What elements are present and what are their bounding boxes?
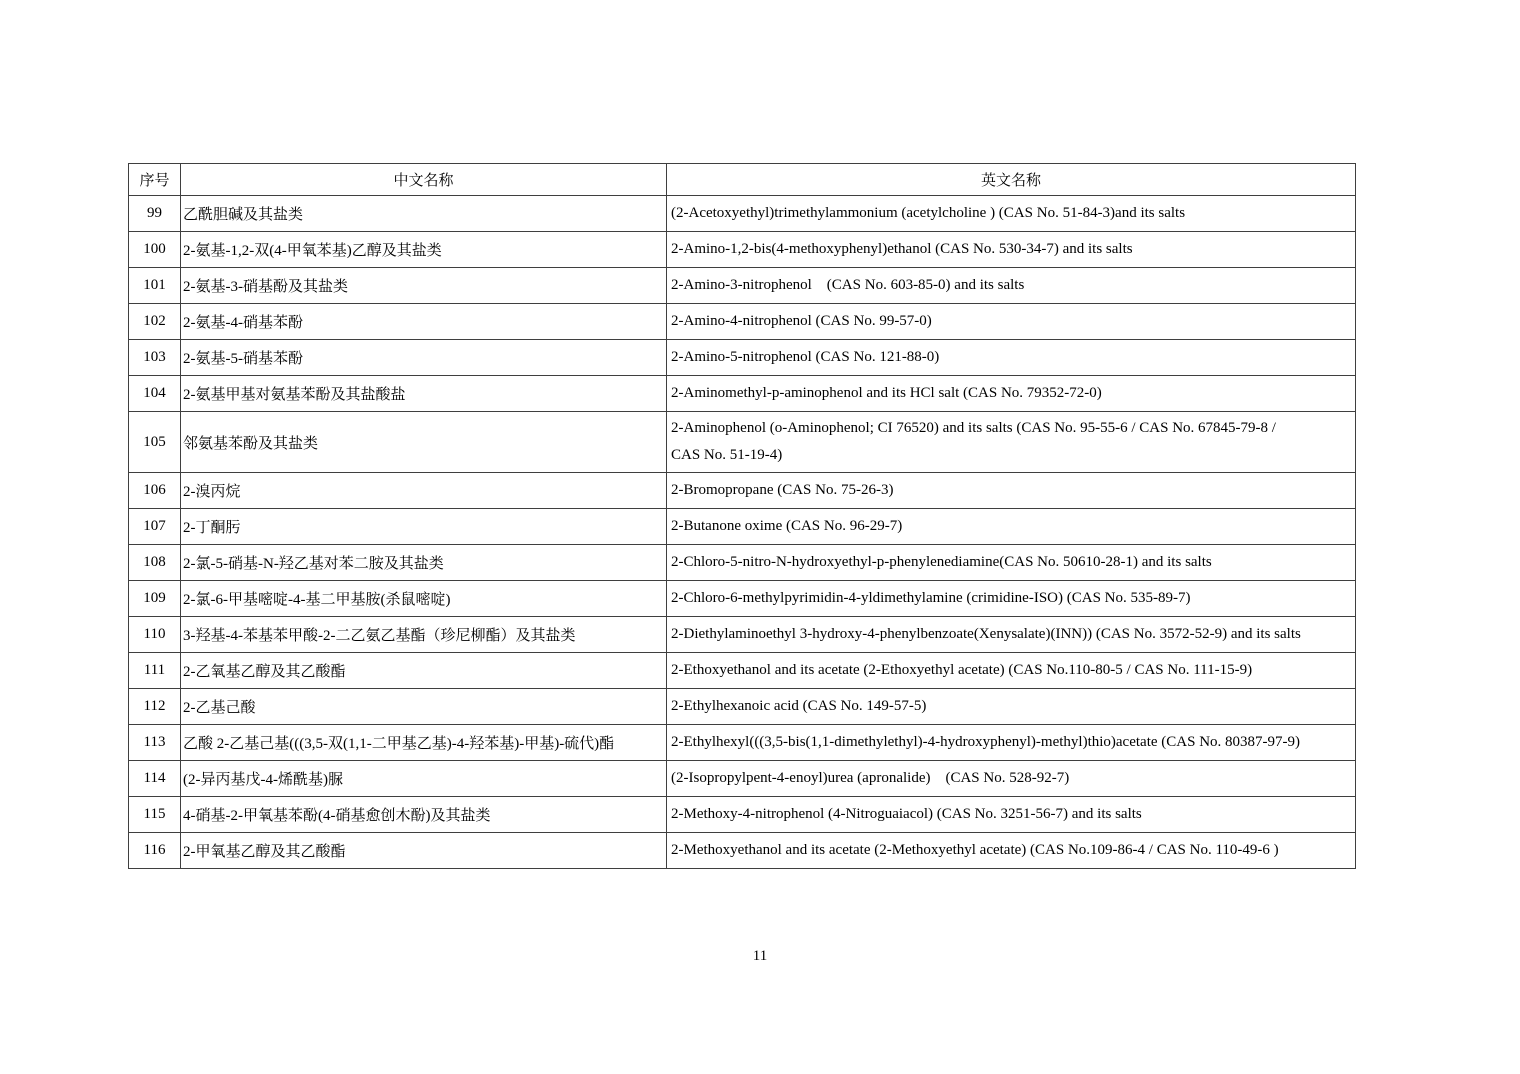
row-number: 106	[129, 473, 181, 509]
row-number: 109	[129, 581, 181, 617]
english-name: 2-Butanone oxime (CAS No. 96-29-7)	[667, 509, 1356, 545]
english-name: 2-Chloro-6-methylpyrimidin-4-yldimethylamine (crimidine-ISO) (CAS No. 535-89-7)	[667, 581, 1356, 617]
table-row	[129, 761, 1356, 797]
row-number: 107	[129, 509, 181, 545]
row-number: 101	[129, 268, 181, 304]
chinese-name: 2-甲氧基乙醇及其乙酸酯	[181, 833, 667, 869]
row-number: 114	[129, 761, 181, 797]
table-row	[129, 617, 1356, 653]
row-number: 110	[129, 617, 181, 653]
table-row	[129, 581, 1356, 617]
row-number: 108	[129, 545, 181, 581]
chinese-name: 4-硝基-2-甲氧基苯酚(4-硝基愈创木酚)及其盐类	[181, 797, 667, 833]
english-name: 2-Aminomethyl-p-aminophenol and its HCl salt (CAS No. 79352-72-0)	[667, 376, 1356, 412]
row-number: 100	[129, 232, 181, 268]
english-name: 2-Amino-4-nitrophenol (CAS No. 99-57-0)	[667, 304, 1356, 340]
chinese-name: 2-氨基甲基对氨基苯酚及其盐酸盐	[181, 376, 667, 412]
english-name: 2-Ethylhexanoic acid (CAS No. 149-57-5)	[667, 689, 1356, 725]
chinese-name: 邻氨基苯酚及其盐类	[181, 412, 667, 473]
table-row	[129, 412, 1356, 473]
chinese-name: 3-羟基-4-苯基苯甲酸-2-二乙氨乙基酯（珍尼柳酯）及其盐类	[181, 617, 667, 653]
table-row	[129, 545, 1356, 581]
table-row	[129, 509, 1356, 545]
english-name: 2-Methoxy-4-nitrophenol (4-Nitroguaiacol) (CAS No. 3251-56-7) and its salts	[667, 797, 1356, 833]
table-row	[129, 340, 1356, 376]
chinese-name: 2-丁酮肟	[181, 509, 667, 545]
chinese-name: 乙酰胆碱及其盐类	[181, 196, 667, 232]
chinese-name: 2-氨基-1,2-双(4-甲氧苯基)乙醇及其盐类	[181, 232, 667, 268]
chinese-name: 2-氯-5-硝基-N-羟乙基对苯二胺及其盐类	[181, 545, 667, 581]
chinese-name: 2-乙氧基乙醇及其乙酸酯	[181, 653, 667, 689]
chinese-name: 2-氨基-3-硝基酚及其盐类	[181, 268, 667, 304]
row-number: 103	[129, 340, 181, 376]
chinese-name: (2-异丙基戊-4-烯酰基)脲	[181, 761, 667, 797]
row-number: 99	[129, 196, 181, 232]
table-body	[129, 196, 1356, 869]
table-row	[129, 653, 1356, 689]
row-number: 111	[129, 653, 181, 689]
row-number: 102	[129, 304, 181, 340]
table-row	[129, 473, 1356, 509]
row-number: 113	[129, 725, 181, 761]
english-name: (2-Isopropylpent-4-enoyl)urea (apronalide) (CAS No. 528-92-7)	[667, 761, 1356, 797]
chinese-name: 2-乙基己酸	[181, 689, 667, 725]
table-header	[129, 164, 1356, 196]
english-name: 2-Diethylaminoethyl 3-hydroxy-4-phenylbenzoate(Xenysalate)(INN)) (CAS No. 3572-52-9) and its salts	[667, 617, 1356, 653]
table-row	[129, 196, 1356, 232]
table-row	[129, 304, 1356, 340]
english-name: 2-Aminophenol (o-Aminophenol; CI 76520) and its salts (CAS No. 95-55-6 / CAS No. 67845-79-8 / CAS No. 51-19-4)	[667, 412, 1356, 473]
chinese-name: 2-氯-6-甲基嘧啶-4-基二甲基胺(杀鼠嘧啶)	[181, 581, 667, 617]
table-row	[129, 833, 1356, 869]
english-name: 2-Bromopropane (CAS No. 75-26-3)	[667, 473, 1356, 509]
header-serial-number: 序号	[129, 164, 181, 196]
chinese-name: 2-氨基-5-硝基苯酚	[181, 340, 667, 376]
english-name: (2-Acetoxyethyl)trimethylammonium (acetylcholine ) (CAS No. 51-84-3)and its salts	[667, 196, 1356, 232]
english-name: 2-Amino-3-nitrophenol (CAS No. 603-85-0) and its salts	[667, 268, 1356, 304]
chinese-name: 2-溴丙烷	[181, 473, 667, 509]
english-name: 2-Amino-5-nitrophenol (CAS No. 121-88-0)	[667, 340, 1356, 376]
english-name: 2-Ethoxyethanol and its acetate (2-Ethoxyethyl acetate) (CAS No.110-80-5 / CAS No. 111-15-9)	[667, 653, 1356, 689]
english-name: 2-Chloro-5-nitro-N-hydroxyethyl-p-phenylenediamine(CAS No. 50610-28-1) and its salts	[667, 545, 1356, 581]
table-row	[129, 268, 1356, 304]
chinese-name: 乙酸 2-乙基己基(((3,5-双(1,1-二甲基乙基)-4-羟苯基)-甲基)-硫代)酯	[181, 725, 667, 761]
table-row	[129, 376, 1356, 412]
chemical-name-table	[128, 163, 1356, 869]
row-number: 104	[129, 376, 181, 412]
table-row	[129, 797, 1356, 833]
header-english-name: 英文名称	[667, 164, 1356, 196]
row-number: 115	[129, 797, 181, 833]
page-number: 11	[752, 948, 768, 964]
row-number: 112	[129, 689, 181, 725]
table-row	[129, 689, 1356, 725]
table-row	[129, 725, 1356, 761]
table-row	[129, 232, 1356, 268]
row-number: 105	[129, 412, 181, 473]
chinese-name: 2-氨基-4-硝基苯酚	[181, 304, 667, 340]
english-name: 2-Methoxyethanol and its acetate (2-Methoxyethyl acetate) (CAS No.109-86-4 / CAS No. 110-49-6 )	[667, 833, 1356, 869]
header-chinese-name: 中文名称	[181, 164, 667, 196]
row-number: 116	[129, 833, 181, 869]
header-row	[129, 164, 1356, 196]
english-name: 2-Amino-1,2-bis(4-methoxyphenyl)ethanol (CAS No. 530-34-7) and its salts	[667, 232, 1356, 268]
english-name: 2-Ethylhexyl(((3,5-bis(1,1-dimethylethyl)-4-hydroxyphenyl)-methyl)thio)acetate (CAS No. 80387-97-9)	[667, 725, 1356, 761]
